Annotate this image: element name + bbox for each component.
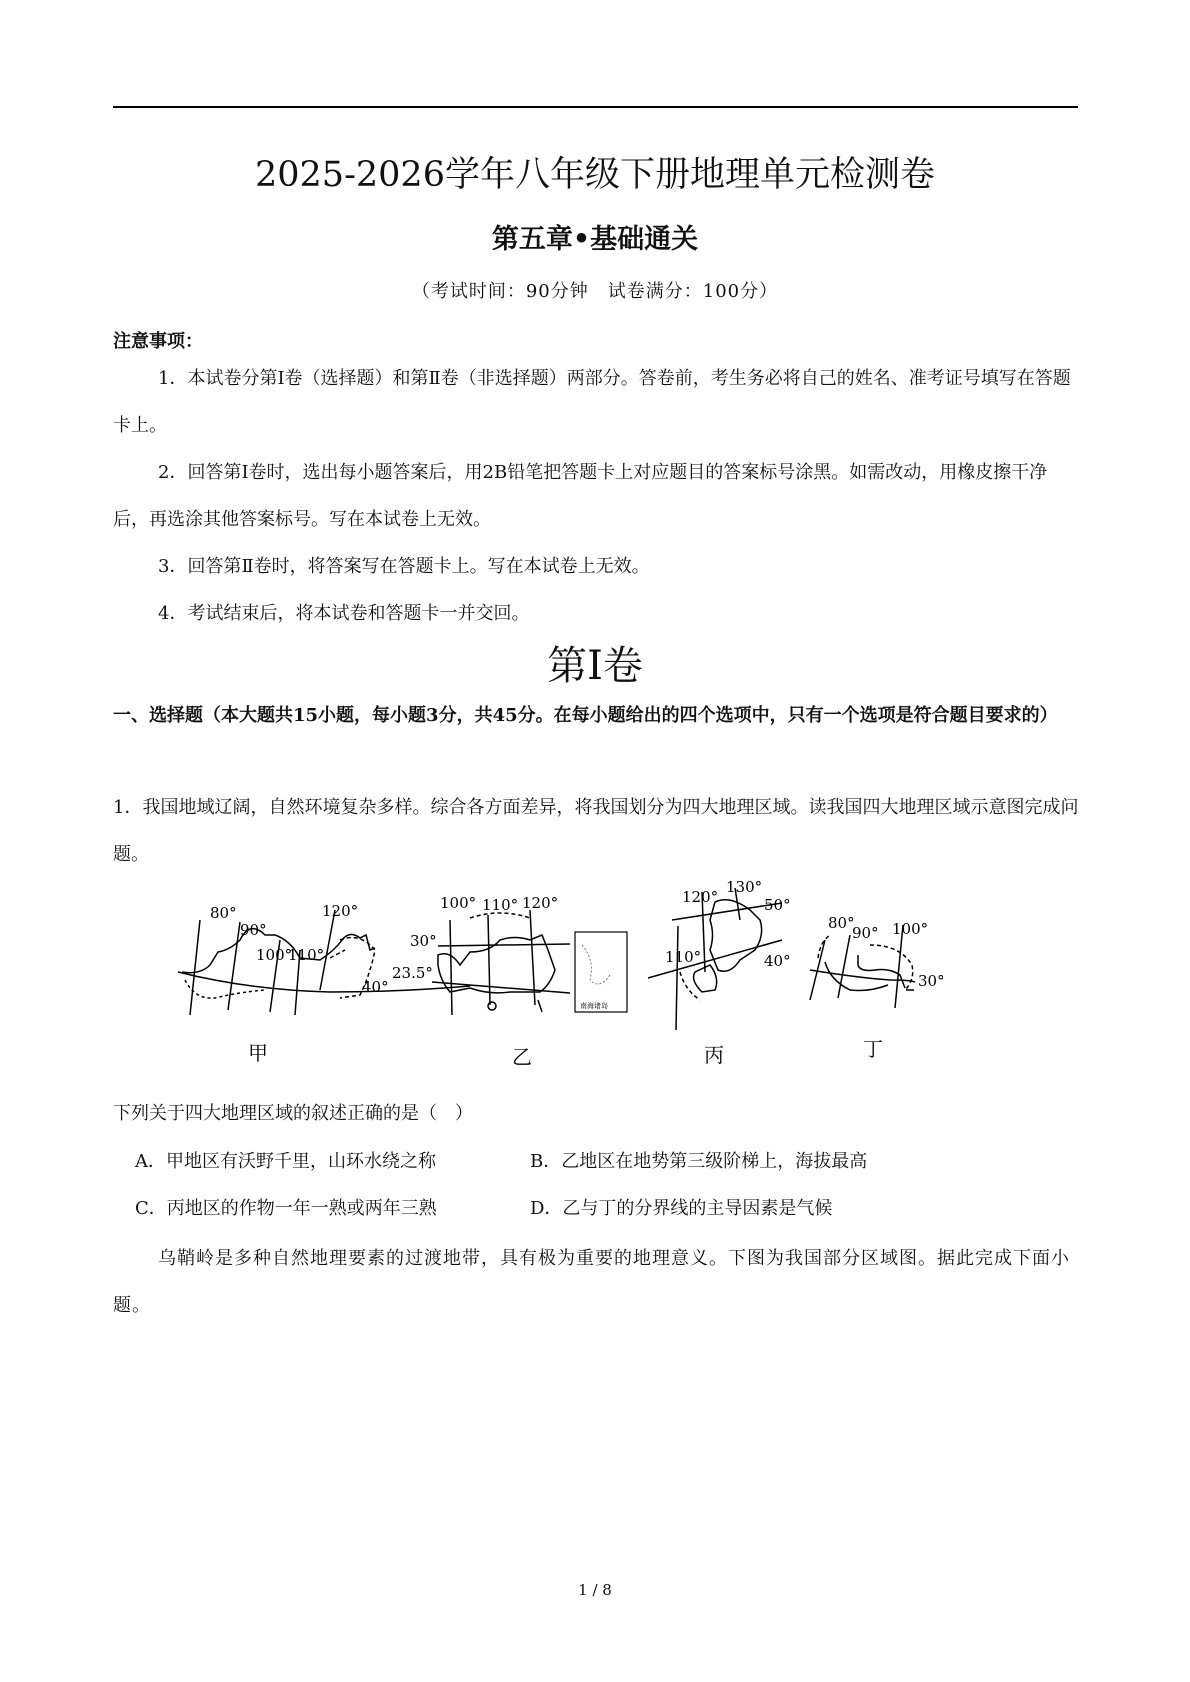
ding-deg-90: 90° xyxy=(852,924,879,942)
yi-deg-100: 100° xyxy=(440,894,477,912)
ding-label: 丁 xyxy=(863,1037,883,1061)
notice-heading: 注意事项： xyxy=(113,331,203,352)
exam-subtitle: 第五章•基础通关 xyxy=(491,224,699,255)
yi-deg-23-5: 23.5° xyxy=(392,964,433,982)
bing-deg-130: 130° xyxy=(726,880,763,896)
jia-deg-100: 100° xyxy=(256,946,293,964)
jia-deg-120: 120° xyxy=(322,902,359,920)
jia-deg-40: 40° xyxy=(362,978,389,996)
option-b[interactable]: B．乙地区在地势第三级阶梯上，海拔最高 xyxy=(530,1151,868,1172)
yi-deg-120: 120° xyxy=(522,894,559,912)
notice-item-1: 1．本试卷分第Ⅰ卷（选择题）和第Ⅱ卷（非选择题）两部分。答卷前，考生务必将自己的姓名、准考证号填写在答题卡上。 xyxy=(113,368,1071,436)
exam-info: （考试时间：90分钟 试卷满分：100分） xyxy=(411,281,779,302)
bing-deg-110: 110° xyxy=(665,948,702,966)
four-regions-map-figure xyxy=(170,880,1070,1080)
page-number: 1 / 8 xyxy=(578,1581,612,1599)
question-1-stem: 1．我国地域辽阔，自然环境复杂多样。综合各方面差异，将我国划分为四大地理区域。读我国四大地理区域示意图完成问题。 xyxy=(113,797,1079,865)
inset-caption: 南海诸岛 xyxy=(580,1002,608,1010)
exam-title: 2025-2026学年八年级下册地理单元检测卷 xyxy=(255,155,935,195)
question-1-prompt: 下列关于四大地理区域的叙述正确的是（ ） xyxy=(113,1103,473,1124)
bing-label: 丙 xyxy=(704,1043,724,1067)
section-heading: 一、选择题（本大题共15小题，每小题3分，共45分。在每小题给出的四个选项中，只有一个选项是符合题目要求的） xyxy=(113,705,1058,726)
header-rule xyxy=(113,106,1078,108)
option-d[interactable]: D．乙与丁的分界线的主导因素是气候 xyxy=(530,1198,833,1219)
bing-deg-40: 40° xyxy=(764,952,791,970)
volume-title: 第Ⅰ卷 xyxy=(547,643,643,689)
jia-deg-90: 90° xyxy=(240,921,267,939)
notice-item-3: 3．回答第Ⅱ卷时，将答案写在答题卡上。写在本试卷上无效。 xyxy=(158,556,650,577)
yi-deg-110: 110° xyxy=(482,896,519,914)
notice-item-4: 4．考试结束后，将本试卷和答题卡一并交回。 xyxy=(158,603,530,624)
passage-wushaoling: 乌鞘岭是多种自然地理要素的过渡地带，具有极为重要的地理意义。下图为我国部分区域图。据此完成下面小题。 xyxy=(113,1248,1070,1316)
bing-deg-50: 50° xyxy=(764,896,791,914)
ding-deg-80: 80° xyxy=(828,914,855,932)
option-a[interactable]: A．甲地区有沃野千里，山环水绕之称 xyxy=(135,1151,436,1172)
ding-deg-30: 30° xyxy=(918,972,945,990)
jia-deg-110: 110° xyxy=(288,946,325,964)
bing-deg-120: 120° xyxy=(682,888,719,906)
notice-item-2: 2．回答第Ⅰ卷时，选出每小题答案后，用2B铅笔把答题卡上对应题目的答案标号涂黑。如需改动，用橡皮擦干净后，再选涂其他答案标号。写在本试卷上无效。 xyxy=(113,462,1048,530)
jia-deg-80: 80° xyxy=(210,904,237,922)
yi-label: 乙 xyxy=(512,1045,532,1069)
ding-deg-100: 100° xyxy=(892,920,929,938)
region-yi-map xyxy=(432,910,570,1015)
yi-deg-30: 30° xyxy=(410,932,437,950)
option-c[interactable]: C．丙地区的作物一年一熟或两年三熟 xyxy=(135,1198,437,1219)
region-bing-labels xyxy=(665,880,791,1067)
jia-label: 甲 xyxy=(248,1041,268,1065)
south-china-sea-inset xyxy=(575,932,627,1012)
